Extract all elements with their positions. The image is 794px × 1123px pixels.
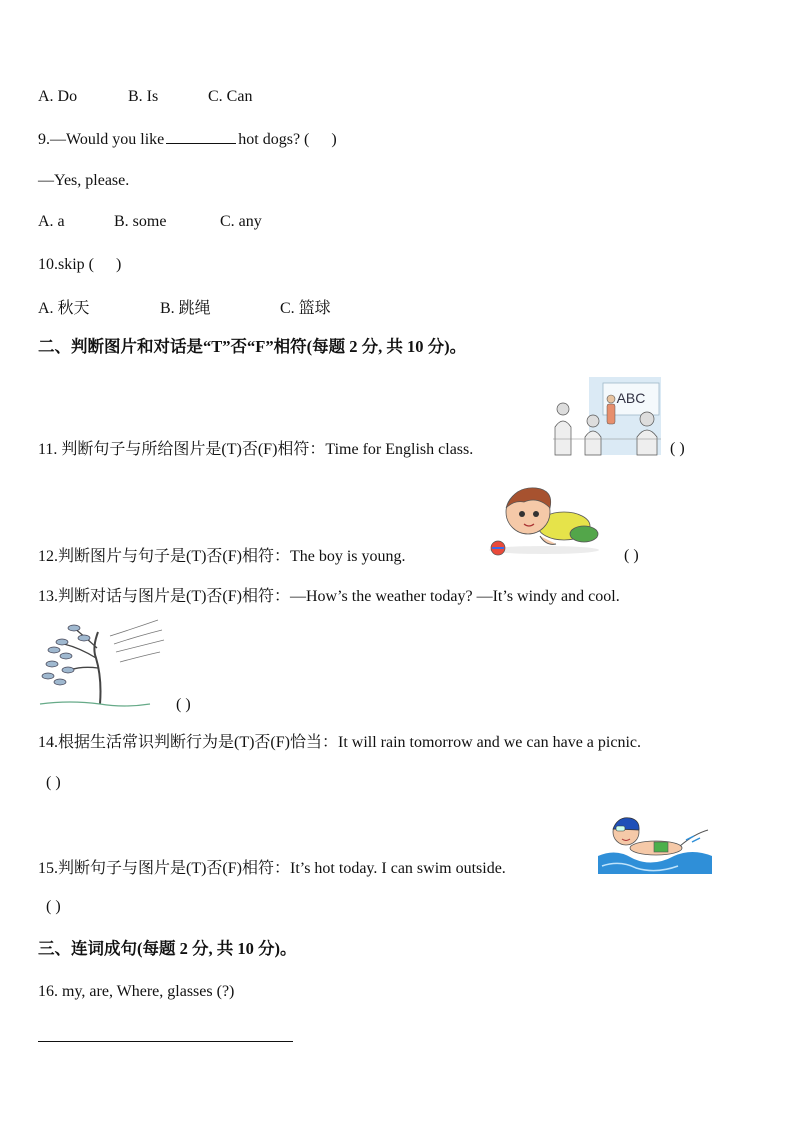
classroom-board-text: ABC — [616, 390, 646, 406]
q15-answer-paren: ( ) — [46, 898, 61, 915]
q13-answer-paren: ( ) — [176, 696, 191, 713]
q10-close-paren: ) — [116, 256, 122, 273]
q9-blank — [166, 129, 236, 144]
q8-option-c: C. Can — [208, 88, 253, 105]
q15-question: 15.判断句子与图片是(T)否(F)相符：It’s hot today. I can swim outside. — [38, 860, 506, 877]
q9-option-b: B. some — [114, 213, 167, 230]
q13-question: 13.判断对话与图片是(T)否(F)相符：—How’s the weather today? —It’s windy and cool. — [38, 588, 620, 605]
q8-option-b: B. Is — [128, 88, 159, 105]
q10-option-b: B. 跳绳 — [160, 300, 211, 317]
q11-question: 11. 判断句子与所给图片是(T)否(F)相符：Time for English class. — [38, 441, 474, 458]
q11-answer-paren: ( ) — [670, 440, 685, 457]
q16-question: 16. my, are, Where, glasses (?) — [38, 983, 235, 1000]
q10-question — [38, 255, 121, 275]
q8-option-a: A. Do — [38, 88, 78, 105]
section-3-heading: 三、连词成句(每题 2 分, 共 10 分)。 — [38, 939, 297, 958]
crawling-baby-image — [474, 482, 604, 558]
q9-question — [38, 129, 337, 150]
swimming-boy-image — [596, 812, 714, 874]
classroom-image — [553, 377, 661, 455]
q9-prefix: 9.—Would you like — [38, 131, 165, 148]
q9-reply: —Yes, please. — [38, 172, 130, 189]
windy-tree-image — [40, 618, 165, 710]
q9-option-c: C. any — [220, 213, 262, 230]
q10-text: 10.skip ( — [38, 256, 94, 273]
q14-answer-paren: ( ) — [46, 774, 61, 791]
q12-question: 12.判断图片与句子是(T)否(F)相符：The boy is young. — [38, 548, 406, 565]
q16-answer-line[interactable] — [38, 1041, 293, 1042]
section-2-heading: 二、判断图片和对话是“T”否“F”相符(每题 2 分, 共 10 分)。 — [38, 337, 467, 356]
q12-answer-paren: ( ) — [624, 547, 639, 564]
q9-close-paren: ) — [331, 131, 337, 148]
q10-option-a: A. 秋天 — [38, 300, 90, 317]
q14-question: 14.根据生活常识判断行为是(T)否(F)恰当：It will rain tomorrow and we can have a picnic. — [38, 734, 641, 751]
q9-suffix: hot dogs? ( — [238, 131, 310, 148]
q9-option-a: A. a — [38, 213, 65, 230]
q10-option-c: C. 篮球 — [280, 300, 331, 317]
